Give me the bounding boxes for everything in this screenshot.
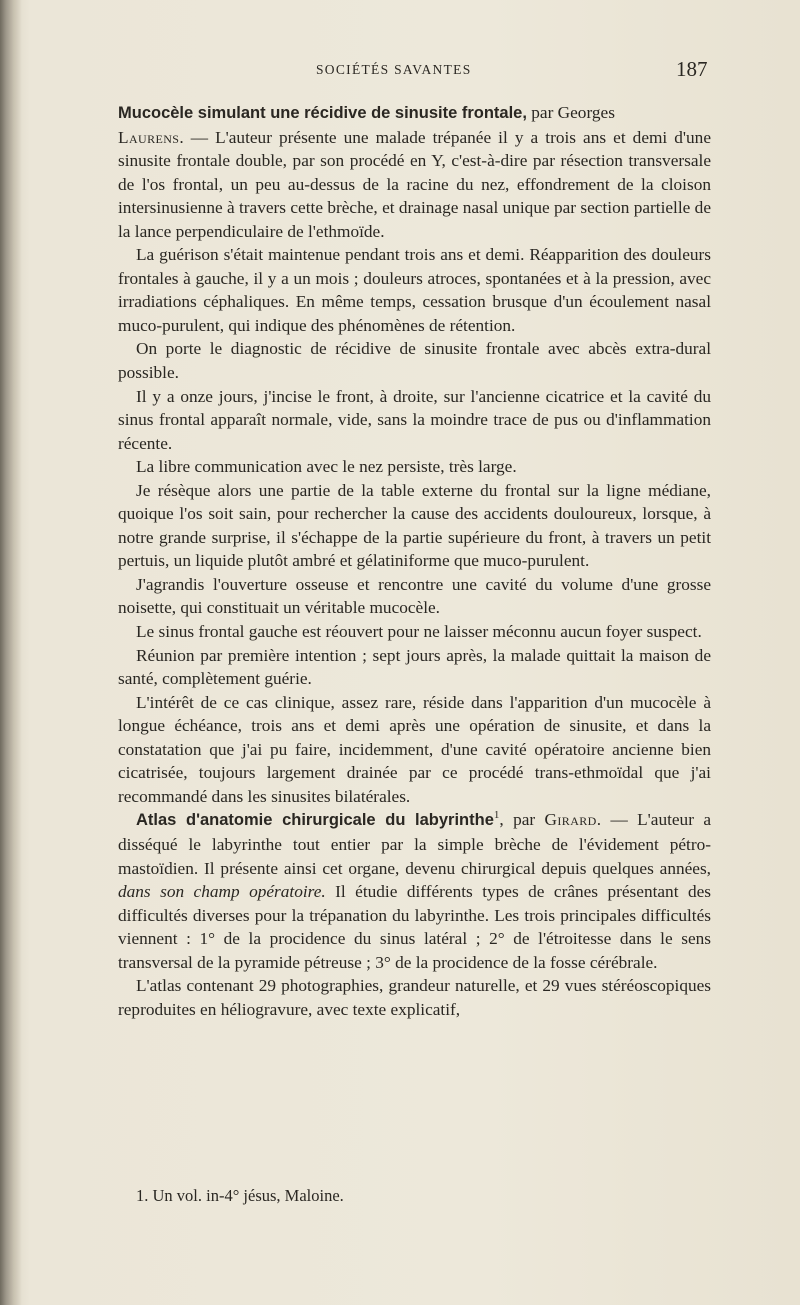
running-head: SOCIÉTÉS SAVANTES <box>316 62 472 77</box>
article2-by: , par <box>499 810 545 830</box>
footnote-reference: 1 <box>493 809 500 822</box>
article2-title: Atlas d'anatomie chirurgicale du labyrinthe <box>136 811 494 830</box>
article1-paragraph: Je résèque alors une partie de la table externe du frontal sur la ligne médiane, quoique l'os soit sain, pour rechercher la cause des accidents douloureux, lorsque, à notre grande surprise, il s'échappe de la partie supérieure du front, à travers un petit pertuis, un liquide plutôt ambré et gélatiniforme que muco-purulent. <box>118 480 711 571</box>
article1-paragraph: Réunion par première intention ; sept jours après, la malade quittait la maison de santé, complètement guérie. <box>118 645 711 689</box>
article1-paragraph: On porte le diagnostic de récidive de sinusite frontale avec abcès extra-dural possible. <box>118 339 711 383</box>
footnote: 1. Un vol. in-4° jésus, Maloine. <box>136 1186 344 1205</box>
article1-paragraph: Le sinus frontal gauche est réouvert pour ne laisser méconnu aucun foyer suspect. <box>136 622 702 642</box>
article2-intro-paragraph <box>118 808 711 974</box>
article2-intro-a: . — L'auteur a disséqué le labyrinthe tout entier par la simple brèche de l'évidement pétro-mastoïdien. Il présente ainsi cet organe, devenu chirurgical depuis quelques années, <box>118 810 711 878</box>
article1-by: par Georges <box>526 103 615 122</box>
article1-title: Mucocèle simulant une récidive de sinusite frontale, <box>118 104 527 122</box>
article1-author: Laurens <box>118 127 180 147</box>
article1-paragraph: L'intérêt de ce cas clinique, assez rare, réside dans l'apparition d'un mucocèle à longue échéance, trois ans et demi après une opération de sinusite, et dans la constatation que j'ai pu faire, incidemment, d'une cavité opératoire ancienne bien cicatrisée, toujours largement drainée par ce procédé trans-ethmoïdal que j'ai recommandé dans les sinusites bilatérales. <box>118 692 711 806</box>
article2-paragraph: L'atlas contenant 29 photographies, grandeur naturelle, et 29 vues stéréoscopiques reproduites en héliogravure, avec texte explicatif, <box>118 976 711 1019</box>
article2-intro-emphasis: dans son champ opératoire. <box>118 882 326 902</box>
article1-paragraph: Il y a onze jours, j'incise le front, à droite, sur l'ancienne cicatrice et la cavité du sinus frontal apparaît normale, vide, sans la moindre trace de pus ou d'inflammation récente. <box>118 386 711 453</box>
page-number: 187 <box>676 57 708 81</box>
article2-intro-b: Il étudie différents types de crânes présentant des difficultés diverses pour la trépanation du labyrinthe. Les trois principales difficultés viennent : 1° de la procidence du sinus latéral ; 2° de l'étroitesse dans le sens transversal de la pyramide pétreuse ; 3° de la procidence de la fosse cérébrale. <box>118 882 711 972</box>
article1-intro-paragraph <box>118 101 711 243</box>
book-spine-shadow <box>0 0 22 1305</box>
article1-paragraph: La libre communication avec le nez persiste, très large. <box>136 457 517 477</box>
article1-paragraph: J'agrandis l'ouverture osseuse et rencontre une cavité du volume d'une grosse noisette, qui constituait un véritable mucocèle. <box>118 574 711 618</box>
article1-intro: . — L'auteur présente une malade trépanée il y a trois ans et demi d'une sinusite frontale double, par son procédé en Y, c'est-à-dire par résection transversale de l'os frontal, un peu au-dessus de la racine du nez, effondrement de la cloison intersinusienne à travers cette brèche, et drainage nasal unique par section partielle de la lance perpendiculaire de l'ethmoïde. <box>118 127 711 241</box>
body-text <box>118 101 711 1021</box>
article1-paragraph: La guérison s'était maintenue pendant trois ans et demi. Réapparition des douleurs frontales à gauche, il y a un mois ; douleurs atroces, spontanées et à la pression, avec irradiations céphaliques. En même temps, cessation brusque d'un écoulement nasal muco-purulent, qui indique des phénomènes de rétention. <box>118 245 711 335</box>
article2-author: Girard <box>544 810 597 830</box>
page-header <box>0 57 800 84</box>
